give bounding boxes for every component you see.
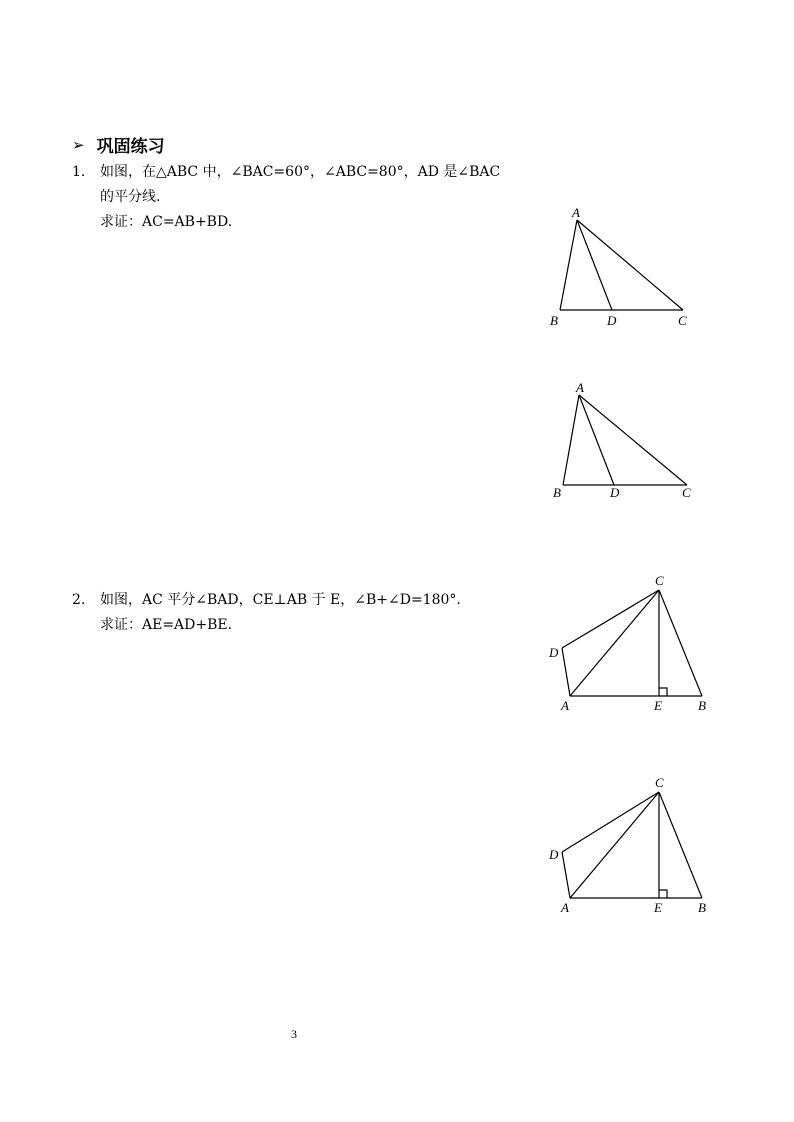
problem-2-line-1: 如图，AC 平分∠BAD，CE⊥AB 于 E，∠B+∠D=180°.: [100, 592, 461, 608]
problem-2-number: 2.: [72, 592, 86, 608]
label-b: B: [550, 313, 558, 328]
section-title: 巩固练习: [96, 137, 165, 157]
label-c: C: [655, 775, 664, 790]
page-number: 3: [291, 1027, 297, 1041]
label-c: C: [678, 313, 687, 328]
label-d: D: [549, 645, 559, 660]
segment-ab: [560, 220, 577, 310]
label-d: D: [607, 313, 617, 328]
label-a: A: [572, 205, 580, 220]
segment-ac: [577, 220, 683, 310]
problem-1-line-3: 求证：AC=AB+BD.: [100, 214, 233, 230]
segment-dc: [562, 792, 659, 852]
label-b: B: [553, 485, 561, 500]
label-a: A: [561, 900, 569, 915]
problem-1-figure-a: [540, 200, 710, 335]
segment-ac: [570, 590, 659, 696]
label-d: D: [549, 847, 559, 862]
label-e: E: [654, 900, 662, 915]
segment-ad: [562, 648, 570, 696]
label-d: D: [610, 485, 620, 500]
label-b: B: [698, 900, 706, 915]
problem-2-figure-b: [530, 772, 730, 922]
label-a: A: [561, 698, 569, 713]
label-e: E: [654, 698, 662, 713]
label-a: A: [576, 380, 584, 395]
problem-2-line-2: 求证：AE=AD+BE.: [100, 617, 233, 633]
problem-1-figure-b: [540, 375, 710, 510]
section-heading: [72, 132, 165, 157]
segment-ad: [579, 395, 614, 485]
segment-dc: [562, 590, 659, 648]
label-c: C: [655, 573, 664, 588]
label-c: C: [682, 485, 691, 500]
label-b: B: [698, 698, 706, 713]
problem-1-line-1: 如图，在△ABC 中，∠BAC=60°，∠ABC=80°，AD 是∠BAC: [100, 164, 501, 180]
segment-cb: [659, 792, 702, 898]
problem-1-number: 1.: [72, 164, 86, 180]
segment-ac: [579, 395, 687, 485]
arrow-bullet-icon: ➢: [72, 135, 85, 154]
segment-ad: [562, 852, 570, 898]
segment-cb: [659, 590, 702, 696]
problem-2-figure-a: [530, 570, 730, 720]
right-angle-mark: [659, 688, 667, 696]
problem-1-line-2: 的平分线.: [100, 189, 161, 205]
segment-ab: [563, 395, 579, 485]
segment-ad: [577, 220, 612, 310]
segment-ac: [570, 792, 659, 898]
right-angle-mark: [659, 890, 667, 898]
